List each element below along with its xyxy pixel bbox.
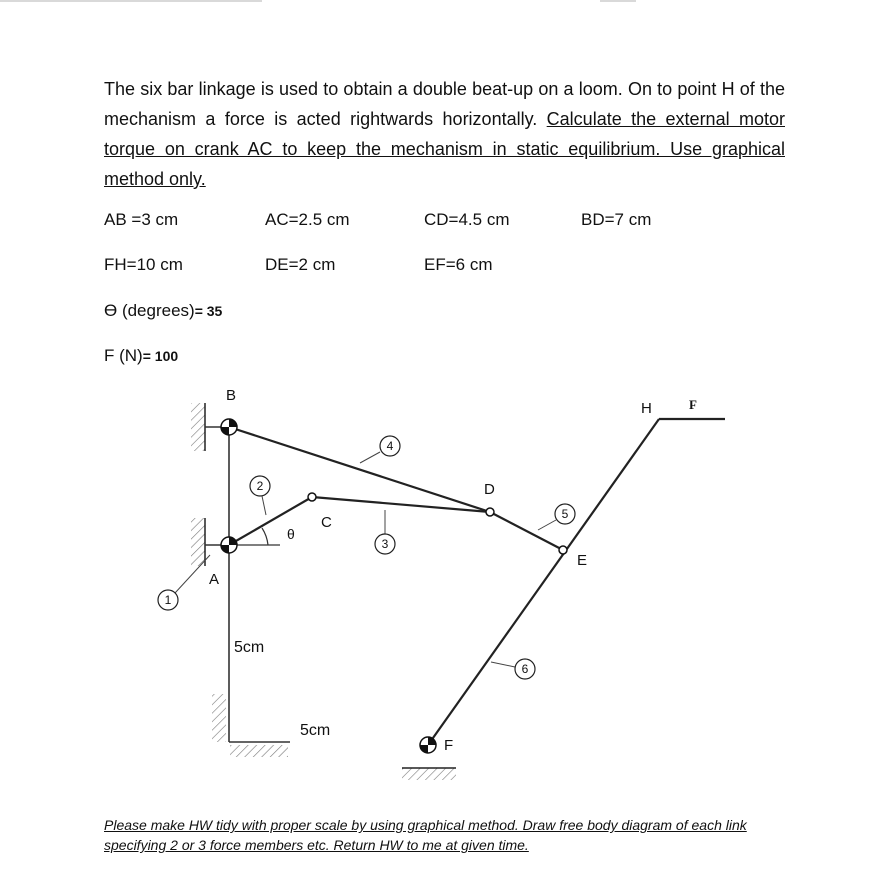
label-force: F	[689, 397, 697, 412]
link-cd	[312, 497, 490, 512]
given-de: DE=2 cm	[265, 255, 336, 274]
given-bd: BD=7 cm	[581, 210, 652, 229]
problem-text: The six bar linkage is used to obtain a double beat-up on a loom. On to point H of the mechanism a force is acted rightwards horizontally.	[104, 79, 785, 129]
link-number-6: 6	[521, 662, 529, 676]
joint-d	[486, 508, 494, 516]
pivot-a	[221, 537, 237, 553]
label-b: B	[226, 387, 237, 404]
joint-pins	[308, 493, 567, 554]
label-d: D	[484, 481, 495, 498]
given-ef: EF=6 cm	[424, 255, 493, 274]
label-c: C	[321, 514, 332, 531]
leader-lines	[175, 452, 556, 667]
homework-note: Please make HW tidy with proper scale by using graphical method. Draw free body diagram of each link specifying 2 or 3 force members etc. Return HW to me at given time.	[104, 817, 747, 853]
link-number-5: 5	[561, 507, 569, 521]
problem-task: Calculate the external motor torque on crank AC to keep the mechanism in static equilibrium. Use graphical method only.	[104, 109, 785, 189]
label-f: F	[444, 737, 454, 754]
given-ac: AC=2.5 cm	[265, 210, 350, 229]
force-value: = 100	[142, 348, 179, 364]
link-bd	[229, 427, 490, 512]
label-h: H	[641, 400, 652, 417]
dimension-vertical: 5cm	[234, 639, 265, 656]
theta-value: = 35	[194, 303, 223, 319]
label-e: E	[577, 552, 588, 569]
link-number-4: 4	[386, 439, 394, 453]
link-de	[490, 512, 563, 550]
link-ac	[229, 497, 312, 545]
theta-symbol: θ	[287, 526, 295, 542]
label-a: A	[209, 571, 220, 588]
given-cd: CD=4.5 cm	[424, 210, 510, 229]
pivot-f	[420, 737, 436, 753]
force-label: F (N)	[104, 346, 143, 365]
links	[229, 419, 725, 745]
link-number-2: 2	[256, 479, 264, 493]
joint-e	[559, 546, 567, 554]
pivot-b	[221, 419, 237, 435]
link-fh	[428, 419, 659, 745]
given-ab: AB =3 cm	[104, 210, 179, 229]
theta-label: ϴ (degrees)	[104, 301, 195, 320]
given-fh: FH=10 cm	[104, 255, 183, 274]
link-number-1: 1	[164, 593, 172, 607]
dimension-horizontal: 5cm	[300, 722, 331, 739]
joint-c	[308, 493, 316, 501]
link-number-3: 3	[381, 537, 389, 551]
